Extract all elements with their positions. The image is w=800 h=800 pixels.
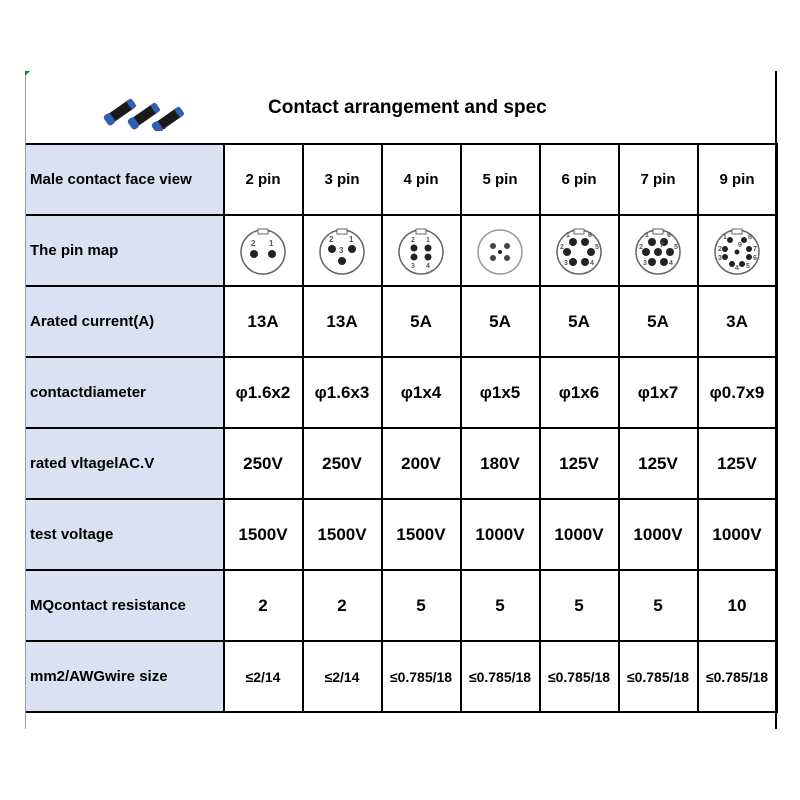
cell-value: 1000V (619, 499, 698, 570)
svg-text:5: 5 (674, 243, 678, 251)
column-header: 5 pin (461, 144, 540, 215)
svg-text:4: 4 (735, 264, 739, 272)
column-header: 9 pin (698, 144, 777, 215)
pin-map-7-icon (619, 215, 698, 286)
svg-text:1: 1 (349, 234, 354, 244)
cell-value: φ1x6 (540, 357, 619, 428)
cell-value: 5A (382, 286, 461, 357)
svg-text:3: 3 (411, 262, 415, 270)
cell-value: φ0.7x9 (698, 357, 777, 428)
cell-value: 2 (224, 570, 303, 641)
row-label: MQcontact resistance (26, 570, 224, 641)
cell-value: 1500V (303, 499, 382, 570)
row-label: contactdiameter (26, 357, 224, 428)
row-rated-voltage (26, 428, 777, 499)
column-header: 3 pin (303, 144, 382, 215)
svg-text:4: 4 (590, 259, 594, 267)
row-test-voltage (26, 499, 777, 570)
cell-value: φ1.6x2 (224, 357, 303, 428)
pin-map-4-icon (382, 215, 461, 286)
cell-value: ≤0.785/18 (619, 641, 698, 712)
cell-value: 250V (303, 428, 382, 499)
cell-value: 250V (224, 428, 303, 499)
cell-value: 200V (382, 428, 461, 499)
svg-text:3: 3 (718, 254, 722, 262)
cell-value: 125V (698, 428, 777, 499)
svg-text:1: 1 (269, 238, 274, 248)
svg-text:1: 1 (426, 236, 430, 244)
svg-text:2: 2 (560, 243, 564, 251)
cell-value: ≤0.785/18 (382, 641, 461, 712)
row-male-contact-face-view (26, 144, 777, 215)
column-header: 7 pin (619, 144, 698, 215)
cell-value: φ1x7 (619, 357, 698, 428)
cell-value: 180V (461, 428, 540, 499)
connector-product-image (103, 91, 198, 131)
cell-value: 5A (461, 286, 540, 357)
pin-map-3-icon (303, 215, 382, 286)
cell-value: 1500V (224, 499, 303, 570)
pin-map-5-icon (461, 215, 540, 286)
cell-corner-marker-icon (25, 71, 30, 76)
svg-text:4: 4 (426, 262, 430, 270)
svg-text:2: 2 (329, 234, 334, 244)
table-title: Contact arrangement and spec (268, 97, 547, 118)
svg-text:7: 7 (753, 245, 757, 253)
pin-map-2-icon (224, 215, 303, 286)
svg-text:1: 1 (566, 231, 570, 239)
svg-text:3: 3 (339, 245, 344, 255)
cell-value: 5A (619, 286, 698, 357)
svg-text:7: 7 (660, 241, 664, 249)
svg-text:3: 3 (643, 259, 647, 267)
row-contact-diameter (26, 357, 777, 428)
svg-text:5: 5 (595, 243, 599, 251)
row-label: The pin map (26, 215, 224, 286)
row-label: test voltage (26, 499, 224, 570)
row-label: Male contact face view (26, 144, 224, 215)
cell-value: 125V (540, 428, 619, 499)
svg-text:4: 4 (669, 259, 673, 267)
cell-value: ≤2/14 (224, 641, 303, 712)
svg-text:6: 6 (667, 231, 671, 239)
column-header: 6 pin (540, 144, 619, 215)
cell-value: φ1.6x3 (303, 357, 382, 428)
svg-text:1: 1 (645, 231, 649, 239)
svg-text:9: 9 (738, 241, 742, 249)
sheet-left-border (25, 71, 26, 729)
cell-value: φ1x5 (461, 357, 540, 428)
row-pin-map (26, 215, 777, 286)
svg-text:1: 1 (723, 233, 727, 241)
cell-value: φ1x4 (382, 357, 461, 428)
row-rated-current (26, 286, 777, 357)
cell-value: 1000V (461, 499, 540, 570)
cell-value: 1000V (698, 499, 777, 570)
svg-text:6: 6 (588, 231, 592, 239)
cell-value: 5 (461, 570, 540, 641)
cell-value: 125V (619, 428, 698, 499)
row-label: Arated current(A) (26, 286, 224, 357)
svg-text:5: 5 (746, 262, 750, 270)
row-contact-resistance (26, 570, 777, 641)
svg-text:8: 8 (748, 233, 752, 241)
pin-map-6-icon (540, 215, 619, 286)
svg-text:2: 2 (411, 236, 415, 244)
cell-value: ≤0.785/18 (698, 641, 777, 712)
title-row (25, 71, 776, 144)
pin-map-9-icon (698, 215, 777, 286)
row-label: mm2/AWGwire size (26, 641, 224, 712)
spec-table (25, 143, 778, 713)
cell-value: 1500V (382, 499, 461, 570)
svg-text:2: 2 (639, 243, 643, 251)
cell-value: ≤0.785/18 (461, 641, 540, 712)
row-wire-size (26, 641, 777, 712)
svg-text:2: 2 (251, 238, 256, 248)
row-label: rated vltagelAC.V (26, 428, 224, 499)
svg-text:6: 6 (753, 254, 757, 262)
cell-value: 5 (540, 570, 619, 641)
cell-value: 13A (303, 286, 382, 357)
cell-value: 3A (698, 286, 777, 357)
column-header: 2 pin (224, 144, 303, 215)
column-header: 4 pin (382, 144, 461, 215)
svg-text:2: 2 (718, 245, 722, 253)
cell-value: ≤0.785/18 (540, 641, 619, 712)
svg-text:3: 3 (564, 259, 568, 267)
cell-value: 2 (303, 570, 382, 641)
cell-value: ≤2/14 (303, 641, 382, 712)
cell-value: 10 (698, 570, 777, 641)
cell-value: 5 (382, 570, 461, 641)
cell-value: 1000V (540, 499, 619, 570)
cell-value: 5A (540, 286, 619, 357)
cell-value: 13A (224, 286, 303, 357)
sheet-right-border (775, 71, 777, 729)
cell-value: 5 (619, 570, 698, 641)
